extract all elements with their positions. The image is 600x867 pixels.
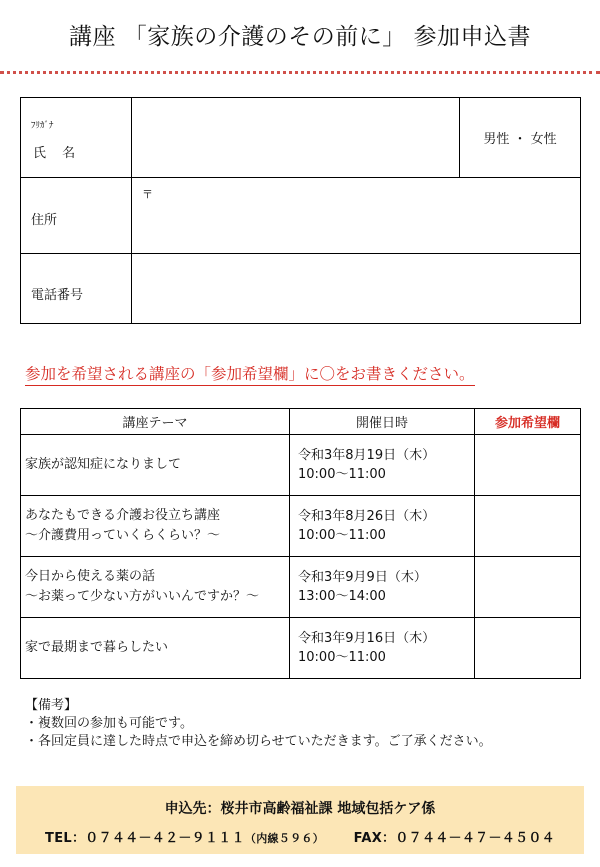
participation-header: 参加希望欄 bbox=[475, 409, 581, 435]
address-row bbox=[21, 178, 581, 254]
postal-mark: 〒 bbox=[142, 188, 153, 201]
participation-cell[interactable] bbox=[475, 496, 581, 557]
course-theme bbox=[21, 618, 290, 679]
tel-number: ０７４４－４２－９１１１ bbox=[85, 831, 245, 846]
course-row bbox=[21, 557, 581, 618]
name-row bbox=[21, 98, 581, 178]
course-theme-line1: 家で最期まで暮らしたい bbox=[25, 640, 169, 655]
furigana-label: ﾌﾘｶﾞﾅ bbox=[31, 121, 54, 131]
address-input-cell[interactable] bbox=[132, 178, 581, 254]
notes-item: ・各回定員に達した時点で申込を締め切らせていただきます。ご了承ください。 bbox=[25, 734, 492, 749]
notes-heading: 【備考】 bbox=[25, 698, 78, 713]
course-time: 10:00～11:00 bbox=[298, 467, 386, 482]
notes-item: ・複数回の参加も可能です。 bbox=[25, 716, 193, 731]
course-table bbox=[20, 408, 581, 679]
course-header-row bbox=[21, 409, 581, 435]
course-date: 令和3年9月9日（木） bbox=[298, 570, 427, 585]
course-time: 10:00～11:00 bbox=[298, 528, 386, 543]
gender-cell[interactable]: 男性 ・ 女性 bbox=[460, 98, 581, 178]
tel-extension: （内線５９６） bbox=[244, 832, 324, 845]
participation-cell[interactable] bbox=[475, 618, 581, 679]
page-title: 講座 「家族の介護のその前に」 参加申込書 bbox=[68, 24, 532, 50]
course-datetime bbox=[290, 557, 475, 618]
theme-header: 講座テーマ bbox=[21, 409, 290, 435]
tel-label: TEL： bbox=[45, 831, 86, 846]
application-destination: 申込先：桜井市高齢福祉課 地域包括ケア係 bbox=[164, 801, 436, 817]
address-label-cell bbox=[21, 178, 132, 254]
course-date: 令和3年8月19日（木） bbox=[298, 448, 436, 463]
phone-label: 電話番号 bbox=[31, 288, 84, 303]
course-theme bbox=[21, 557, 290, 618]
name-label: 氏 名 bbox=[33, 146, 82, 161]
phone-row bbox=[21, 254, 581, 324]
course-theme-line1: あなたもできる介護お役立ち講座 bbox=[25, 508, 221, 523]
course-row bbox=[21, 435, 581, 496]
course-time: 13:00～14:00 bbox=[298, 589, 386, 604]
phone-input-cell[interactable] bbox=[132, 254, 581, 324]
course-theme-line1: 今日から使える薬の話 bbox=[25, 569, 156, 584]
course-datetime bbox=[290, 435, 475, 496]
address-label: 住所 bbox=[31, 213, 58, 228]
course-theme-line1: 家族が認知症になりまして bbox=[25, 457, 182, 472]
phone-label-cell bbox=[21, 254, 132, 324]
course-datetime bbox=[290, 496, 475, 557]
instruction-notice: 参加を希望される講座の「参加希望欄」に〇をお書きください。 bbox=[25, 362, 475, 386]
dotted-divider bbox=[0, 71, 600, 74]
course-row bbox=[21, 618, 581, 679]
course-theme-line2: ～介護費用っていくらくらい？～ bbox=[25, 528, 221, 543]
course-date: 令和3年8月26日（木） bbox=[298, 509, 436, 524]
name-input-cell[interactable] bbox=[132, 98, 460, 178]
fax-number: ０７４４－４７－４５０４ bbox=[395, 831, 555, 846]
course-theme-line2: ～お薬って少ない方がいいんですか？～ bbox=[25, 589, 260, 604]
participation-cell[interactable] bbox=[475, 435, 581, 496]
contact-numbers bbox=[16, 827, 584, 846]
contact-footer bbox=[16, 786, 584, 854]
notes-section bbox=[25, 697, 492, 751]
course-theme bbox=[21, 496, 290, 557]
applicant-table bbox=[20, 97, 581, 324]
course-time: 10:00～11:00 bbox=[298, 650, 386, 665]
name-label-cell bbox=[21, 98, 132, 178]
course-datetime bbox=[290, 618, 475, 679]
course-date: 令和3年9月16日（木） bbox=[298, 631, 436, 646]
date-header: 開催日時 bbox=[290, 409, 475, 435]
course-row bbox=[21, 496, 581, 557]
course-theme bbox=[21, 435, 290, 496]
fax-label: FAX： bbox=[353, 831, 396, 846]
participation-cell[interactable] bbox=[475, 557, 581, 618]
